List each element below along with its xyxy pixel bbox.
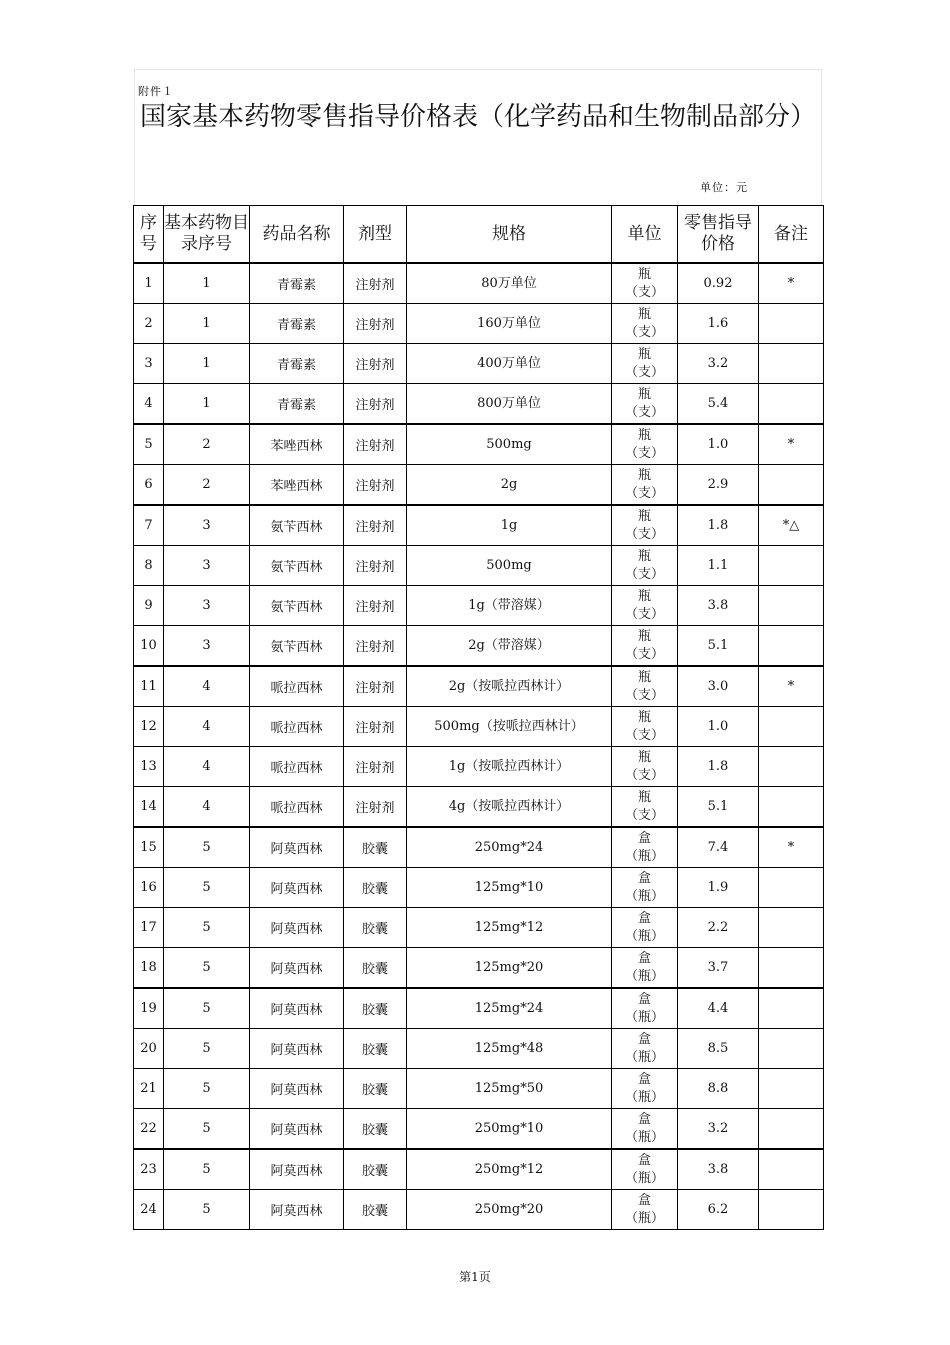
unit-primary: 盒 bbox=[637, 950, 651, 966]
cell-no: 1 bbox=[134, 263, 164, 304]
cell-spec: 125mg*12 bbox=[407, 908, 612, 948]
cell-spec: 1g bbox=[407, 505, 612, 546]
table-row bbox=[134, 1109, 824, 1150]
cell-dosage-form: 胶囊 bbox=[344, 1109, 407, 1150]
cell-dosage-form: 注射剂 bbox=[344, 465, 407, 506]
cell-no: 15 bbox=[134, 827, 164, 868]
cell-catalog-no: 5 bbox=[164, 948, 250, 989]
cell-catalog-no: 5 bbox=[164, 908, 250, 948]
cell-unit bbox=[612, 586, 678, 626]
cell-price: 4.4 bbox=[678, 988, 759, 1029]
cell-price: 1.8 bbox=[678, 747, 759, 787]
cell-spec: 80万单位 bbox=[407, 263, 612, 304]
cell-no: 3 bbox=[134, 344, 164, 384]
cell-unit bbox=[612, 304, 678, 344]
cell-price: 8.8 bbox=[678, 1069, 759, 1109]
unit-alternate: （瓶） bbox=[624, 1089, 664, 1105]
unit-alternate: （瓶） bbox=[624, 1009, 664, 1025]
unit-primary: 盒 bbox=[637, 830, 651, 846]
cell-unit bbox=[612, 948, 678, 989]
table-row bbox=[134, 384, 824, 425]
cell-unit bbox=[612, 263, 678, 304]
cell-no: 13 bbox=[134, 747, 164, 787]
cell-drug-name: 青霉素 bbox=[250, 304, 344, 344]
cell-spec: 125mg*24 bbox=[407, 988, 612, 1029]
cell-drug-name: 青霉素 bbox=[250, 263, 344, 304]
unit-alternate: （支） bbox=[624, 324, 664, 340]
unit-alternate: （瓶） bbox=[624, 1210, 664, 1226]
unit-primary: 瓶 bbox=[637, 789, 651, 805]
cell-no: 10 bbox=[134, 626, 164, 667]
cell-dosage-form: 注射剂 bbox=[344, 626, 407, 667]
table-row bbox=[134, 586, 824, 626]
table-row bbox=[134, 868, 824, 908]
cell-price: 7.4 bbox=[678, 827, 759, 868]
cell-drug-name: 氨苄西林 bbox=[250, 505, 344, 546]
unit-alternate: （支） bbox=[624, 646, 664, 662]
unit-primary: 盒 bbox=[637, 991, 651, 1007]
cell-spec: 125mg*48 bbox=[407, 1029, 612, 1069]
table-row bbox=[134, 1069, 824, 1109]
cell-unit bbox=[612, 827, 678, 868]
cell-price: 5.1 bbox=[678, 787, 759, 828]
table-row bbox=[134, 707, 824, 747]
unit-primary: 盒 bbox=[637, 910, 651, 926]
unit-primary: 盒 bbox=[637, 1071, 651, 1087]
cell-dosage-form: 注射剂 bbox=[344, 384, 407, 425]
cell-catalog-no: 3 bbox=[164, 546, 250, 586]
cell-catalog-no: 5 bbox=[164, 1109, 250, 1150]
cell-catalog-no: 4 bbox=[164, 707, 250, 747]
cell-catalog-no: 2 bbox=[164, 424, 250, 465]
cell-note bbox=[759, 626, 824, 667]
page-title: 国家基本药物零售指导价格表（化学药品和生物制品部分） bbox=[139, 102, 816, 132]
unit-alternate: （支） bbox=[624, 284, 664, 300]
cell-price: 3.8 bbox=[678, 586, 759, 626]
col-header-unit: 单位 bbox=[612, 206, 678, 264]
cell-drug-name: 阿莫西林 bbox=[250, 1069, 344, 1109]
cell-note bbox=[759, 546, 824, 586]
cell-dosage-form: 胶囊 bbox=[344, 988, 407, 1029]
cell-dosage-form: 胶囊 bbox=[344, 948, 407, 989]
cell-note bbox=[759, 988, 824, 1029]
cell-catalog-no: 1 bbox=[164, 304, 250, 344]
cell-no: 22 bbox=[134, 1109, 164, 1150]
cell-no: 4 bbox=[134, 384, 164, 425]
unit-alternate: （支） bbox=[624, 767, 664, 783]
table-row bbox=[134, 1190, 824, 1230]
unit-primary: 瓶 bbox=[637, 709, 651, 725]
table-row bbox=[134, 948, 824, 989]
cell-dosage-form: 胶囊 bbox=[344, 1149, 407, 1190]
unit-alternate: （支） bbox=[624, 606, 664, 622]
cell-drug-name: 哌拉西林 bbox=[250, 707, 344, 747]
table-row bbox=[134, 626, 824, 667]
cell-catalog-no: 1 bbox=[164, 263, 250, 304]
cell-price: 3.2 bbox=[678, 1109, 759, 1150]
table-row bbox=[134, 988, 824, 1029]
unit-alternate: （支） bbox=[624, 485, 664, 501]
unit-primary: 瓶 bbox=[637, 548, 651, 564]
unit-alternate: （支） bbox=[624, 404, 664, 420]
col-header-no: 序号 bbox=[134, 206, 164, 264]
cell-unit bbox=[612, 1029, 678, 1069]
table-body bbox=[134, 263, 824, 1230]
unit-primary: 盒 bbox=[637, 1031, 651, 1047]
unit-alternate: （支） bbox=[624, 526, 664, 542]
cell-note bbox=[759, 707, 824, 747]
cell-spec: 250mg*12 bbox=[407, 1149, 612, 1190]
cell-catalog-no: 1 bbox=[164, 344, 250, 384]
cell-dosage-form: 注射剂 bbox=[344, 707, 407, 747]
cell-dosage-form: 胶囊 bbox=[344, 1029, 407, 1069]
cell-no: 6 bbox=[134, 465, 164, 506]
unit-primary: 盒 bbox=[637, 1111, 651, 1127]
cell-note: * bbox=[759, 263, 824, 304]
cell-price: 3.7 bbox=[678, 948, 759, 989]
unit-alternate: （支） bbox=[624, 687, 664, 703]
cell-no: 19 bbox=[134, 988, 164, 1029]
unit-primary: 盒 bbox=[637, 1192, 651, 1208]
cell-note: * bbox=[759, 666, 824, 707]
cell-drug-name: 阿莫西林 bbox=[250, 1109, 344, 1150]
table-row bbox=[134, 263, 824, 304]
table-row bbox=[134, 1149, 824, 1190]
cell-drug-name: 苯唑西林 bbox=[250, 424, 344, 465]
cell-unit bbox=[612, 1109, 678, 1150]
table-row bbox=[134, 304, 824, 344]
cell-note bbox=[759, 787, 824, 828]
cell-note bbox=[759, 868, 824, 908]
cell-unit bbox=[612, 1190, 678, 1230]
cell-note bbox=[759, 1029, 824, 1069]
cell-no: 24 bbox=[134, 1190, 164, 1230]
cell-dosage-form: 注射剂 bbox=[344, 787, 407, 828]
cell-drug-name: 阿莫西林 bbox=[250, 827, 344, 868]
cell-spec: 1g（带溶媒） bbox=[407, 586, 612, 626]
cell-note: * bbox=[759, 827, 824, 868]
cell-catalog-no: 1 bbox=[164, 384, 250, 425]
cell-dosage-form: 胶囊 bbox=[344, 868, 407, 908]
unit-alternate: （支） bbox=[624, 807, 664, 823]
col-header-note: 备注 bbox=[759, 206, 824, 264]
cell-spec: 125mg*20 bbox=[407, 948, 612, 989]
cell-dosage-form: 注射剂 bbox=[344, 546, 407, 586]
cell-drug-name: 青霉素 bbox=[250, 344, 344, 384]
cell-note: * bbox=[759, 424, 824, 465]
cell-note bbox=[759, 1109, 824, 1150]
cell-no: 21 bbox=[134, 1069, 164, 1109]
unit-alternate: （瓶） bbox=[624, 1129, 664, 1145]
cell-spec: 800万单位 bbox=[407, 384, 612, 425]
cell-drug-name: 青霉素 bbox=[250, 384, 344, 425]
cell-drug-name: 氨苄西林 bbox=[250, 586, 344, 626]
cell-spec: 500mg bbox=[407, 546, 612, 586]
cell-spec: 125mg*10 bbox=[407, 868, 612, 908]
cell-unit bbox=[612, 344, 678, 384]
cell-drug-name: 阿莫西林 bbox=[250, 948, 344, 989]
cell-price: 1.9 bbox=[678, 868, 759, 908]
unit-alternate: （瓶） bbox=[624, 1049, 664, 1065]
cell-spec: 125mg*50 bbox=[407, 1069, 612, 1109]
price-table bbox=[133, 205, 824, 1230]
cell-no: 5 bbox=[134, 424, 164, 465]
cell-drug-name: 苯唑西林 bbox=[250, 465, 344, 506]
cell-drug-name: 哌拉西林 bbox=[250, 747, 344, 787]
cell-note bbox=[759, 1149, 824, 1190]
cell-drug-name: 哌拉西林 bbox=[250, 666, 344, 707]
cell-catalog-no: 5 bbox=[164, 1029, 250, 1069]
col-header-catalog-no: 基本药物目录序号 bbox=[164, 206, 250, 264]
unit-primary: 瓶 bbox=[637, 628, 651, 644]
cell-price: 1.6 bbox=[678, 304, 759, 344]
cell-dosage-form: 胶囊 bbox=[344, 908, 407, 948]
table-row bbox=[134, 666, 824, 707]
cell-catalog-no: 3 bbox=[164, 505, 250, 546]
cell-no: 7 bbox=[134, 505, 164, 546]
cell-price: 8.5 bbox=[678, 1029, 759, 1069]
cell-unit bbox=[612, 1069, 678, 1109]
cell-no: 11 bbox=[134, 666, 164, 707]
unit-primary: 瓶 bbox=[637, 749, 651, 765]
cell-catalog-no: 4 bbox=[164, 666, 250, 707]
cell-dosage-form: 注射剂 bbox=[344, 666, 407, 707]
cell-note bbox=[759, 948, 824, 989]
table-row bbox=[134, 465, 824, 506]
cell-spec: 250mg*24 bbox=[407, 827, 612, 868]
cell-unit bbox=[612, 707, 678, 747]
unit-alternate: （支） bbox=[624, 364, 664, 380]
cell-unit bbox=[612, 626, 678, 667]
cell-no: 20 bbox=[134, 1029, 164, 1069]
cell-dosage-form: 注射剂 bbox=[344, 263, 407, 304]
cell-note bbox=[759, 465, 824, 506]
cell-price: 3.8 bbox=[678, 1149, 759, 1190]
unit-alternate: （瓶） bbox=[624, 968, 664, 984]
unit-alternate: （支） bbox=[624, 727, 664, 743]
unit-alternate: （瓶） bbox=[624, 928, 664, 944]
cell-drug-name: 阿莫西林 bbox=[250, 1149, 344, 1190]
cell-no: 8 bbox=[134, 546, 164, 586]
cell-drug-name: 阿莫西林 bbox=[250, 868, 344, 908]
cell-unit bbox=[612, 505, 678, 546]
table-row bbox=[134, 505, 824, 546]
cell-note bbox=[759, 1069, 824, 1109]
cell-catalog-no: 2 bbox=[164, 465, 250, 506]
cell-spec: 400万单位 bbox=[407, 344, 612, 384]
table-row bbox=[134, 344, 824, 384]
table-row bbox=[134, 546, 824, 586]
cell-catalog-no: 5 bbox=[164, 988, 250, 1029]
unit-alternate: （支） bbox=[624, 566, 664, 582]
cell-price: 1.0 bbox=[678, 707, 759, 747]
cell-drug-name: 阿莫西林 bbox=[250, 908, 344, 948]
cell-catalog-no: 3 bbox=[164, 626, 250, 667]
cell-note bbox=[759, 908, 824, 948]
cell-unit bbox=[612, 787, 678, 828]
cell-price: 1.1 bbox=[678, 546, 759, 586]
unit-primary: 瓶 bbox=[637, 588, 651, 604]
table-row bbox=[134, 827, 824, 868]
cell-no: 14 bbox=[134, 787, 164, 828]
cell-no: 18 bbox=[134, 948, 164, 989]
cell-no: 23 bbox=[134, 1149, 164, 1190]
cell-price: 0.92 bbox=[678, 263, 759, 304]
cell-no: 2 bbox=[134, 304, 164, 344]
cell-drug-name: 哌拉西林 bbox=[250, 787, 344, 828]
table-row bbox=[134, 787, 824, 828]
cell-drug-name: 阿莫西林 bbox=[250, 1190, 344, 1230]
cell-no: 9 bbox=[134, 586, 164, 626]
cell-dosage-form: 胶囊 bbox=[344, 1069, 407, 1109]
cell-unit bbox=[612, 465, 678, 506]
col-header-drug-name: 药品名称 bbox=[250, 206, 344, 264]
unit-primary: 瓶 bbox=[637, 346, 651, 362]
cell-drug-name: 氨苄西林 bbox=[250, 626, 344, 667]
cell-spec: 250mg*20 bbox=[407, 1190, 612, 1230]
cell-unit bbox=[612, 1149, 678, 1190]
table-row bbox=[134, 747, 824, 787]
cell-dosage-form: 注射剂 bbox=[344, 505, 407, 546]
cell-no: 16 bbox=[134, 868, 164, 908]
attachment-label: 附件１ bbox=[138, 85, 174, 98]
unit-alternate: （瓶） bbox=[624, 888, 664, 904]
cell-dosage-form: 胶囊 bbox=[344, 827, 407, 868]
cell-spec: 4g（按哌拉西林计） bbox=[407, 787, 612, 828]
cell-spec: 2g（按哌拉西林计） bbox=[407, 666, 612, 707]
table-header-row bbox=[134, 206, 824, 264]
cell-price: 2.9 bbox=[678, 465, 759, 506]
cell-spec: 160万单位 bbox=[407, 304, 612, 344]
cell-dosage-form: 注射剂 bbox=[344, 424, 407, 465]
cell-price: 6.2 bbox=[678, 1190, 759, 1230]
cell-spec: 2g bbox=[407, 465, 612, 506]
cell-catalog-no: 4 bbox=[164, 787, 250, 828]
cell-dosage-form: 注射剂 bbox=[344, 344, 407, 384]
unit-alternate: （瓶） bbox=[624, 1170, 664, 1186]
cell-note: *△ bbox=[759, 505, 824, 546]
cell-dosage-form: 注射剂 bbox=[344, 304, 407, 344]
cell-catalog-no: 4 bbox=[164, 747, 250, 787]
unit-primary: 盒 bbox=[637, 1152, 651, 1168]
cell-catalog-no: 5 bbox=[164, 1069, 250, 1109]
cell-no: 12 bbox=[134, 707, 164, 747]
cell-price: 5.4 bbox=[678, 384, 759, 425]
cell-unit bbox=[612, 666, 678, 707]
cell-catalog-no: 5 bbox=[164, 1190, 250, 1230]
unit-primary: 瓶 bbox=[637, 467, 651, 483]
cell-price: 2.2 bbox=[678, 908, 759, 948]
cell-price: 5.1 bbox=[678, 626, 759, 667]
cell-unit bbox=[612, 384, 678, 425]
cell-spec: 1g（按哌拉西林计） bbox=[407, 747, 612, 787]
unit-alternate: （支） bbox=[624, 445, 664, 461]
cell-note bbox=[759, 747, 824, 787]
unit-primary: 瓶 bbox=[637, 508, 651, 524]
cell-note bbox=[759, 1190, 824, 1230]
unit-primary: 瓶 bbox=[637, 306, 651, 322]
unit-primary: 瓶 bbox=[637, 669, 651, 685]
unit-note: 单位：元 bbox=[700, 181, 748, 194]
cell-drug-name: 阿莫西林 bbox=[250, 1029, 344, 1069]
cell-catalog-no: 5 bbox=[164, 827, 250, 868]
cell-spec: 500mg bbox=[407, 424, 612, 465]
cell-unit bbox=[612, 424, 678, 465]
unit-alternate: （瓶） bbox=[624, 848, 664, 864]
cell-catalog-no: 5 bbox=[164, 868, 250, 908]
table-row bbox=[134, 908, 824, 948]
col-header-dosage-form: 剂型 bbox=[344, 206, 407, 264]
cell-note bbox=[759, 586, 824, 626]
cell-catalog-no: 5 bbox=[164, 1149, 250, 1190]
cell-spec: 2g（带溶媒） bbox=[407, 626, 612, 667]
unit-primary: 瓶 bbox=[637, 266, 651, 282]
cell-unit bbox=[612, 908, 678, 948]
col-header-spec: 规格 bbox=[407, 206, 612, 264]
cell-spec: 500mg（按哌拉西林计） bbox=[407, 707, 612, 747]
cell-price: 3.0 bbox=[678, 666, 759, 707]
cell-catalog-no: 3 bbox=[164, 586, 250, 626]
cell-price: 1.0 bbox=[678, 424, 759, 465]
cell-unit bbox=[612, 747, 678, 787]
table-row bbox=[134, 1029, 824, 1069]
table-row bbox=[134, 424, 824, 465]
cell-no: 17 bbox=[134, 908, 164, 948]
cell-unit bbox=[612, 546, 678, 586]
cell-price: 3.2 bbox=[678, 344, 759, 384]
page-number: 第1页 bbox=[459, 1270, 491, 1284]
cell-drug-name: 阿莫西林 bbox=[250, 988, 344, 1029]
unit-primary: 瓶 bbox=[637, 427, 651, 443]
cell-drug-name: 氨苄西林 bbox=[250, 546, 344, 586]
cell-dosage-form: 注射剂 bbox=[344, 586, 407, 626]
cell-dosage-form: 胶囊 bbox=[344, 1190, 407, 1230]
cell-note bbox=[759, 304, 824, 344]
unit-primary: 瓶 bbox=[637, 386, 651, 402]
unit-primary: 盒 bbox=[637, 870, 651, 886]
cell-note bbox=[759, 344, 824, 384]
cell-price: 1.8 bbox=[678, 505, 759, 546]
cell-spec: 250mg*10 bbox=[407, 1109, 612, 1150]
col-header-price: 零售指导价格 bbox=[678, 206, 759, 264]
cell-dosage-form: 注射剂 bbox=[344, 747, 407, 787]
cell-unit bbox=[612, 988, 678, 1029]
cell-unit bbox=[612, 868, 678, 908]
cell-note bbox=[759, 384, 824, 425]
